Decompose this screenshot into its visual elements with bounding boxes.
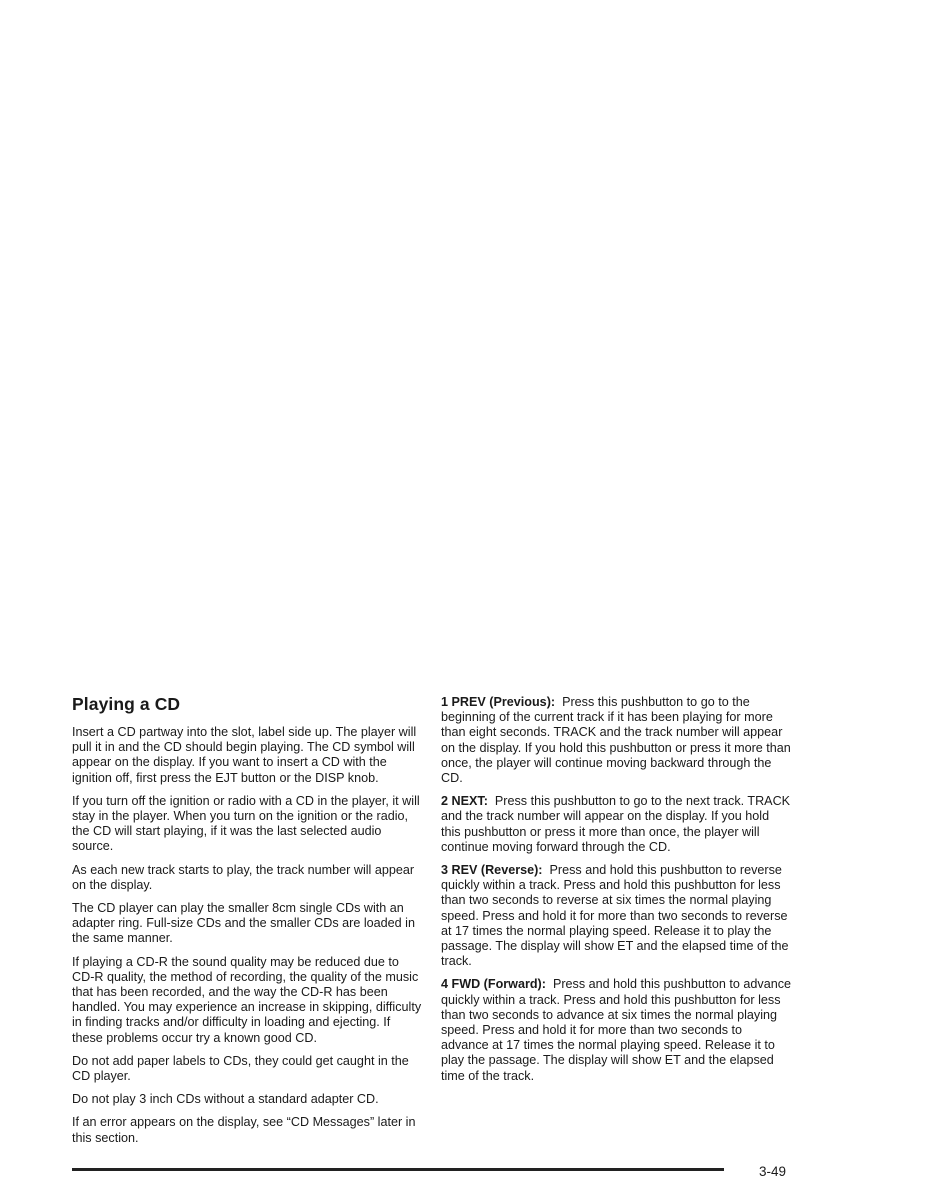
item-prev-text: Press this pushbutton to go to the beginning of the current track if it has been playing for more than eight seconds. TRACK and the track number will appear on the display. If you hold this pushbutton or press it more than once, the player will continue moving backward through the CD. (441, 695, 791, 786)
item-rev-term: 3 REV (Reverse): (441, 863, 543, 878)
paragraph-cd-r: If playing a CD-R the sound quality may be reduced due to CD-R quality, the method of recording, the quality of the music that has been recorded, and the way the CD-R has been handled. You may experience an increase in skipping, difficulty in finding tracks and/or difficulty in loading and ejecting. If these problems occur try a known good CD. (72, 954, 422, 1045)
page-number: 3-49 (759, 1164, 787, 1179)
item-next-text: Press this pushbutton to go to the next track. TRACK and the track number will appear on the display. If you hold this pushbutton or press it more than once, the player will continue moving forward through the CD. (441, 794, 791, 854)
item-prev-term: 1 PREV (Previous): (441, 695, 556, 709)
left-column (72, 694, 422, 1154)
paragraph-error-messages: If an error appears on the display, see “CD Messages” later in this section. (72, 1115, 416, 1145)
item-next (441, 794, 791, 855)
paragraph-8cm-cds: The CD player can play the smaller 8cm single CDs with an adapter ring. Full-size CDs and the smaller CDs are loaded in the same manner. (72, 901, 415, 946)
item-rev-text: Press and hold this pushbutton to reverse quickly within a track. Press and hold this pushbutton for less than two seconds to reverse at six times the normal playing speed. Press and hold it for more than two seconds to reverse at 17 times the normal playing speed. Release it to play the passage. The display will show ET and the elapsed time of the track. (441, 863, 789, 969)
item-prev (441, 695, 791, 786)
paragraph-3-inch: Do not play 3 inch CDs without a standard adapter CD. (72, 1092, 379, 1107)
item-next-term: 2 NEXT: (441, 794, 488, 809)
section-title: Playing a CD (72, 694, 181, 714)
item-fwd (441, 977, 791, 1083)
paragraph-paper-labels: Do not add paper labels to CDs, they could get caught in the CD player. (72, 1053, 409, 1084)
footer-rule (72, 1168, 724, 1171)
item-fwd-text: Press and hold this pushbutton to advance quickly within a track. Press and hold this pushbutton for less than two seconds to advance at six times the normal playing speed. Press and hold it for more than two seconds to advance at 17 times the normal playing speed. Release it to play the passage. The display will show ET and the elapsed time of the track. (441, 977, 791, 1083)
paragraph-track-number: As each new track starts to play, the track number will appear on the display. (72, 862, 415, 892)
paragraph-ignition-off: If you turn off the ignition or radio with a CD in the player, it will stay in the player. When you turn on the ignition or the radio, the CD will start playing, if it was the last selected audio source. (72, 793, 420, 854)
paragraph-insert-cd: Insert a CD partway into the slot, label side up. The player will pull it in and the CD should begin playing. The CD symbol will appear on the display. If you want to insert a CD with the ignition off, first press the EJT button or the DISP knob. (72, 725, 417, 785)
right-column (441, 695, 791, 1092)
item-rev (441, 863, 791, 969)
item-fwd-term: 4 FWD (Forward): (441, 977, 546, 992)
